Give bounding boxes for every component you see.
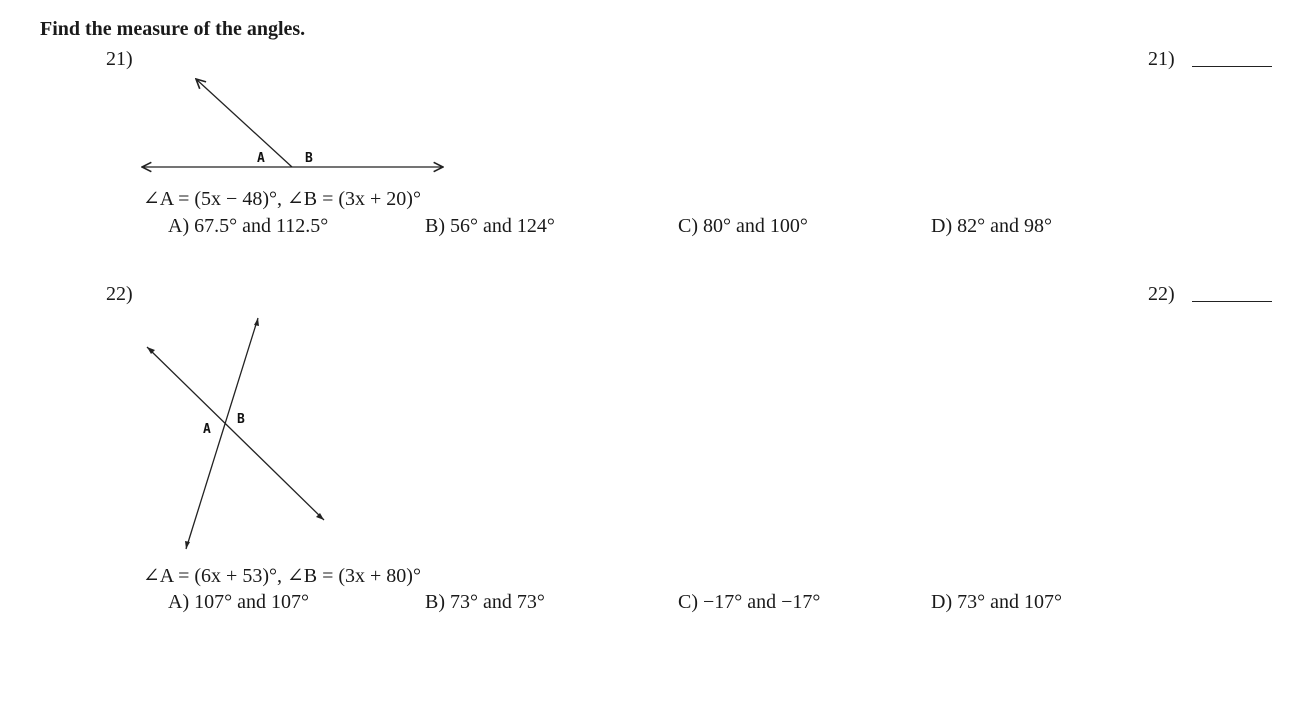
choice-21-d[interactable]: D) 82° and 98° xyxy=(931,215,1052,237)
figure-21-label-a: A xyxy=(257,151,265,166)
choice-22-a[interactable]: A) 107° and 107° xyxy=(168,591,309,613)
answer-blank-21[interactable] xyxy=(1192,66,1272,67)
figure-21-label-b: B xyxy=(305,151,313,166)
figure-22-line-2 xyxy=(186,318,258,549)
figure-22-intersecting-lines xyxy=(130,305,350,560)
figure-22-label-b: B xyxy=(237,412,245,427)
choice-21-a[interactable]: A) 67.5° and 112.5° xyxy=(168,215,329,237)
figure-21-linear-pair xyxy=(130,70,460,185)
choice-21-b[interactable]: B) 56° and 124° xyxy=(425,215,555,237)
choice-21-c[interactable]: C) 80° and 100° xyxy=(678,215,808,237)
choice-22-b[interactable]: B) 73° and 73° xyxy=(425,591,545,613)
choice-22-c[interactable]: C) −17° and −17° xyxy=(678,591,821,613)
question-number-22: 22) xyxy=(106,283,133,305)
given-equations-21: ∠A = (5x − 48)°, ∠B = (3x + 20)° xyxy=(143,188,421,210)
given-equations-22: ∠A = (6x + 53)°, ∠B = (3x + 80)° xyxy=(143,565,421,587)
answer-label-21: 21) xyxy=(1148,48,1175,70)
worksheet-heading: Find the measure of the angles. xyxy=(40,18,306,40)
answer-blank-22[interactable] xyxy=(1192,301,1272,302)
choice-22-d[interactable]: D) 73° and 107° xyxy=(931,591,1062,613)
figure-22-label-a: A xyxy=(203,422,211,437)
figure-22-line-1 xyxy=(147,347,324,520)
question-number-21: 21) xyxy=(106,48,133,70)
answer-label-22: 22) xyxy=(1148,283,1175,305)
figure-21-ray xyxy=(196,79,292,167)
